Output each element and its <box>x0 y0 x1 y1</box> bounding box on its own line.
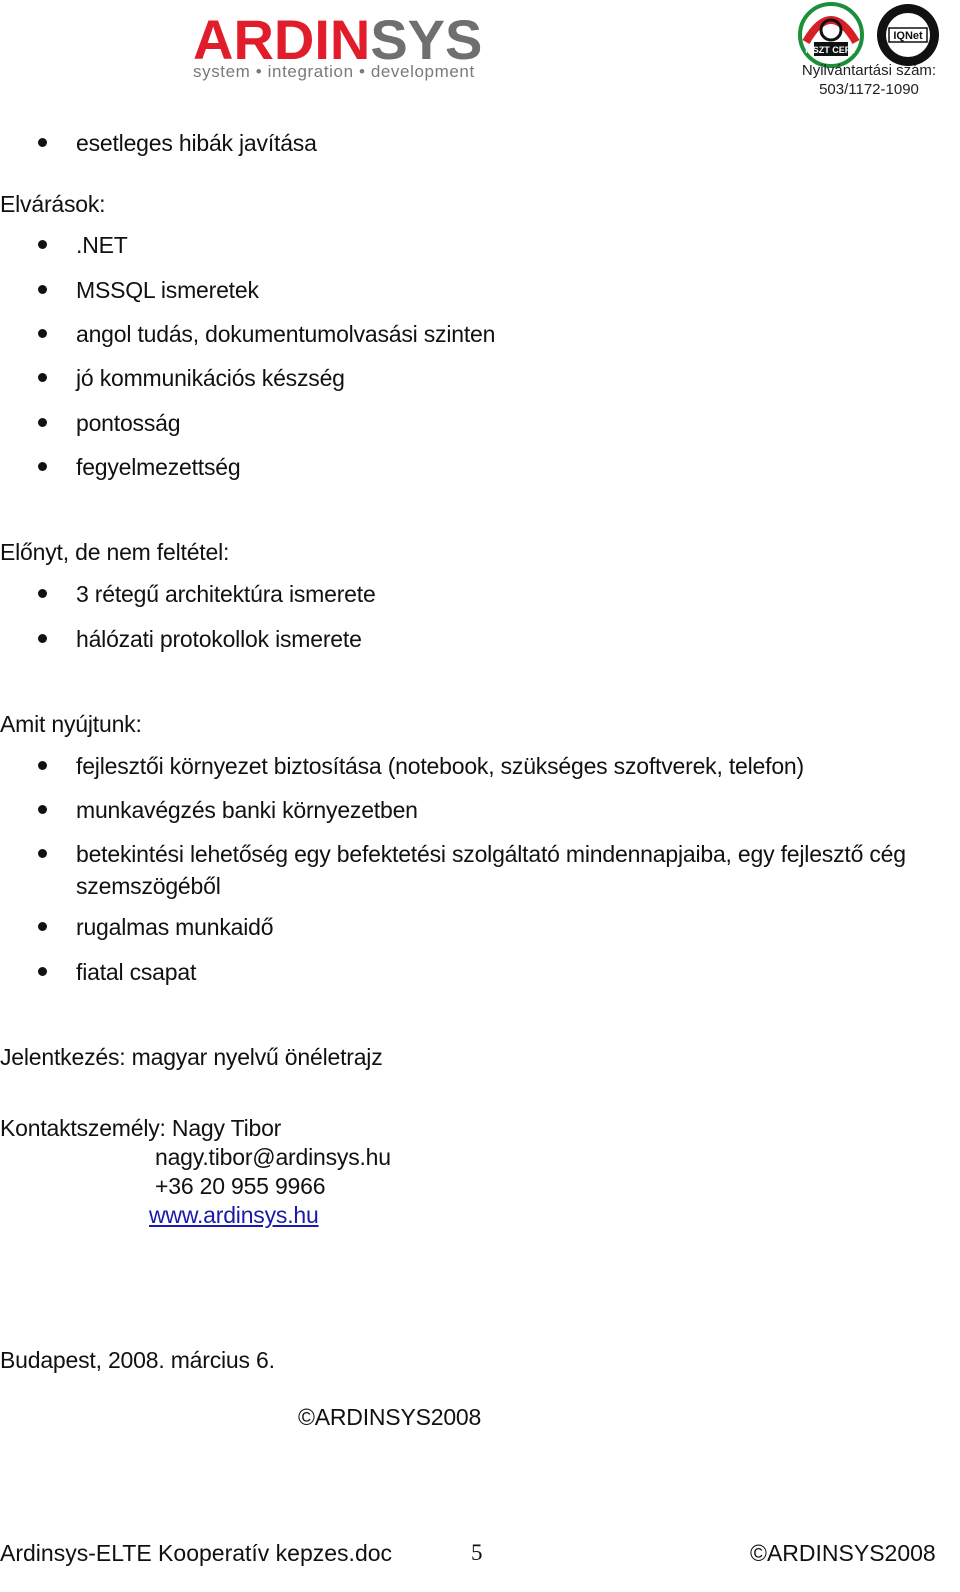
list-item: pontosság <box>76 410 181 436</box>
list-item: hálózati protokollok ismerete <box>76 626 362 652</box>
date-line: Budapest, 2008. március 6. <box>0 1347 275 1373</box>
registry-number: 503/1172-1090 <box>819 81 919 98</box>
bullet-icon <box>38 138 47 147</box>
list-item: rugalmas munkaidő <box>76 914 274 940</box>
list-item: munkavégzés banki környezetben <box>76 797 418 823</box>
bullet-icon <box>38 589 47 598</box>
advantages-heading: Előnyt, de nem feltétel: <box>0 539 230 565</box>
bullet-icon <box>38 329 47 338</box>
footer-filename: Ardinsys-ELTE Kooperatív kepzes.doc <box>0 1540 393 1566</box>
copyright-center: ©ARDINSYS2008 <box>298 1404 482 1430</box>
bullet-icon <box>38 849 47 858</box>
list-item: fegyelmezettség <box>76 454 241 480</box>
company-logo <box>193 8 483 71</box>
iqnet-label: IQNet <box>893 30 923 42</box>
requirements-heading: Elvárások: <box>0 191 106 217</box>
bullet-icon <box>38 240 47 249</box>
mszt-cert-badge-icon <box>798 2 864 68</box>
logo-text-gray: SYS <box>370 8 483 71</box>
logo-text-red: ARDIN <box>193 8 371 71</box>
list-item: .NET <box>76 232 128 258</box>
website-link[interactable]: www.ardinsys.hu <box>149 1202 319 1228</box>
list-item: 3 rétegű architektúra ismerete <box>76 581 376 607</box>
mszt-cert-label: MSZT CERT <box>805 45 857 55</box>
bullet-icon <box>38 373 47 382</box>
list-item: angol tudás, dokumentumolvasási szinten <box>76 321 496 347</box>
list-item: jó kommunikációs készség <box>76 365 345 391</box>
list-item: esetleges hibák javítása <box>76 130 317 156</box>
list-item-continuation: szemszögéből <box>76 873 221 899</box>
bullet-icon <box>38 462 47 471</box>
list-item: betekintési lehetőség egy befektetési szolgáltató mindennapjaiba, egy fejlesztő cég <box>76 841 906 867</box>
bullet-icon <box>38 805 47 814</box>
contact-person: Kontaktszemély: Nagy Tibor <box>0 1115 282 1141</box>
footer-copyright: ©ARDINSYS2008 <box>750 1540 936 1566</box>
logo-tagline: system • integration • development <box>193 62 475 81</box>
bullet-icon <box>38 922 47 931</box>
list-item: fiatal csapat <box>76 959 197 985</box>
page-number: 5 <box>471 1540 483 1565</box>
bullet-icon <box>38 634 47 643</box>
contact-email[interactable]: nagy.tibor@ardinsys.hu <box>155 1144 391 1170</box>
bullet-icon <box>38 418 47 427</box>
list-item: MSSQL ismeretek <box>76 277 259 303</box>
list-item: fejlesztői környezet biztosítása (notebook, szükséges szoftverek, telefon) <box>76 753 804 779</box>
registry-label: Nyilvántartási szám: <box>801 62 937 79</box>
bullet-icon <box>38 967 47 976</box>
bullet-icon <box>38 285 47 294</box>
contact-phone: +36 20 955 9966 <box>155 1173 326 1199</box>
offer-heading: Amit nyújtunk: <box>0 711 142 737</box>
bullet-icon <box>38 761 47 770</box>
iqnet-badge-icon <box>875 2 941 68</box>
application-line: Jelentkezés: magyar nyelvű önéletrajz <box>0 1044 383 1070</box>
